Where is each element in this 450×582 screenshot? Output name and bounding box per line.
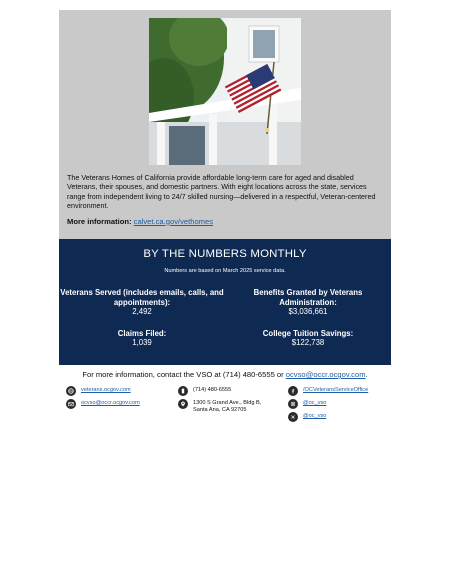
instagram-link[interactable]: @oc_vso bbox=[303, 400, 327, 406]
more-info-line bbox=[67, 217, 383, 226]
contact-line bbox=[0, 370, 450, 379]
stat-value: $122,738 bbox=[291, 338, 325, 348]
footer-x-row bbox=[288, 412, 398, 422]
contact-email-link[interactable]: ocvso@occr.ocgov.com bbox=[285, 370, 366, 379]
vethomes-link[interactable]: calvet.ca.gov/vethomes bbox=[133, 216, 214, 226]
instagram-icon bbox=[288, 399, 298, 409]
newsletter-sheet bbox=[59, 10, 391, 365]
stat-label: College Tuition Savings: bbox=[262, 328, 354, 338]
footer-instagram-row bbox=[288, 399, 398, 409]
stat-benefits-granted bbox=[225, 288, 391, 317]
stat-tuition-savings bbox=[225, 329, 391, 348]
x-link[interactable]: @oc_vso bbox=[303, 413, 327, 419]
phone-icon bbox=[178, 386, 188, 396]
facebook-icon bbox=[288, 386, 298, 396]
website-link[interactable]: veterans.ocgov.com bbox=[81, 387, 131, 393]
flag-porch-photo bbox=[149, 18, 301, 165]
globe-icon bbox=[66, 386, 76, 396]
email-link[interactable]: ocvso@occr.ocgov.com bbox=[81, 400, 140, 406]
phone-number: (714) 480-6555 bbox=[193, 387, 232, 393]
stat-value: $3,036,661 bbox=[288, 307, 328, 317]
contact-suffix: . bbox=[365, 370, 368, 379]
envelope-icon bbox=[66, 399, 76, 409]
map-pin-icon bbox=[178, 399, 188, 409]
footer-website-row bbox=[66, 386, 176, 396]
footer-col-social bbox=[288, 386, 398, 425]
numbers-title: BY THE NUMBERS MONTHLY bbox=[143, 248, 307, 260]
facebook-link[interactable]: /OCVeteransServiceOffice bbox=[303, 387, 369, 393]
footer-col-web bbox=[66, 386, 176, 412]
intro-paragraph: The Veterans Homes of California provide affordable long-term care for aged and disabled Veterans, their spouses, and domestic partners. With eight locations across the state, services range from independent living to 24/7 skilled nursing—delivered in a respectful, Veteran-centered environment. bbox=[67, 173, 376, 211]
stat-label: Veterans Served (includes emails, calls, and appointments): bbox=[60, 288, 224, 307]
intro-section bbox=[59, 10, 391, 239]
stat-value: 2,492 bbox=[132, 307, 152, 317]
more-info-label: More information: bbox=[67, 216, 132, 226]
contact-prefix: For more information, contact the VSO at (714) 480-6555 or bbox=[82, 370, 286, 379]
stat-veterans-served bbox=[59, 288, 225, 317]
stat-value: 1,039 bbox=[132, 338, 152, 348]
footer-email-row bbox=[66, 399, 176, 409]
x-logo-icon bbox=[288, 412, 298, 422]
footer-address-row bbox=[178, 399, 273, 414]
numbers-section bbox=[59, 239, 391, 365]
footer-facebook-row bbox=[288, 386, 398, 396]
stats-grid bbox=[59, 288, 391, 348]
numbers-subtitle: Numbers are based on March 2025 service data. bbox=[164, 268, 286, 274]
footer-col-location bbox=[178, 386, 273, 417]
stat-label: Claims Filed: bbox=[117, 328, 167, 338]
stat-claims-filed bbox=[59, 329, 225, 348]
footer-phone-row bbox=[178, 386, 273, 396]
stat-label: Benefits Granted by Veterans Administration: bbox=[253, 288, 363, 307]
mailing-address: 1300 S Grand Ave., Bldg B, Santa Ana, CA 92705 bbox=[193, 400, 262, 413]
